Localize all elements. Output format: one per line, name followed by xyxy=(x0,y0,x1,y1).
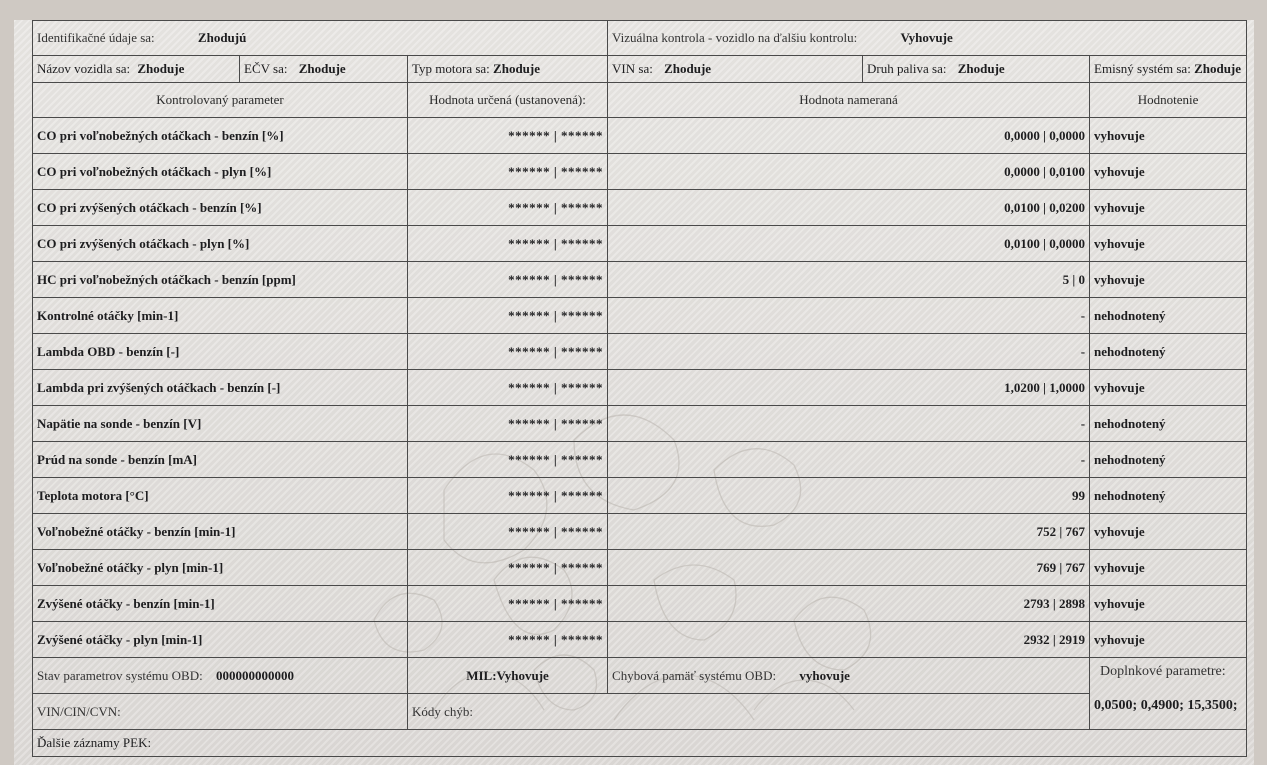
measured-value: 1,0200 | 1,0000 xyxy=(608,370,1090,406)
identification-cell xyxy=(33,21,608,56)
parameter-name: Voľnobežné otáčky - plyn [min-1] xyxy=(33,550,408,586)
evaluation-value: vyhovuje xyxy=(1090,622,1247,658)
determined-value: ****** | ****** xyxy=(408,406,608,442)
measured-value: - xyxy=(608,298,1090,334)
determined-value: ****** | ****** xyxy=(408,118,608,154)
determined-value: ****** | ****** xyxy=(408,298,608,334)
check-engine-type: Typ motora sa: Zhoduje xyxy=(408,56,608,83)
evaluation-value: nehodnotený xyxy=(1090,334,1247,370)
obd-codes-row xyxy=(33,694,1247,730)
identification-value: Zhodujú xyxy=(197,30,247,45)
evaluation-value: nehodnotený xyxy=(1090,406,1247,442)
table-row xyxy=(33,334,1247,370)
measured-value: 0,0100 | 0,0000 xyxy=(608,226,1090,262)
evaluation-value: nehodnotený xyxy=(1090,298,1247,334)
measured-value: 752 | 767 xyxy=(608,514,1090,550)
parameter-name: Teplota motora [°C] xyxy=(33,478,408,514)
measured-value: 769 | 767 xyxy=(608,550,1090,586)
evaluation-value: vyhovuje xyxy=(1090,514,1247,550)
obd-status-row xyxy=(33,658,1247,694)
determined-value: ****** | ****** xyxy=(408,334,608,370)
emission-report-table xyxy=(32,20,1247,757)
error-codes-label: Kódy chýb: xyxy=(408,694,1090,730)
other-records-row xyxy=(33,730,1247,757)
visual-check-label: Vizuálna kontrola - vozidlo na ďalšiu kontrolu: xyxy=(612,30,858,45)
parameter-rows xyxy=(33,118,1247,658)
checks-row xyxy=(33,56,1247,83)
visual-check-value: Vyhovuje xyxy=(900,30,953,45)
vin-cin-cvn-label: VIN/CIN/CVN: xyxy=(33,694,408,730)
additional-params-value: 0,0500; 0,4900; 15,3500; xyxy=(1094,698,1238,713)
check-registration: EČV sa: Zhoduje xyxy=(240,56,408,83)
document-sheet xyxy=(14,20,1254,765)
parameter-name: CO pri voľnobežných otáčkach - plyn [%] xyxy=(33,154,408,190)
table-row xyxy=(33,442,1247,478)
measured-value: 0,0000 | 0,0100 xyxy=(608,154,1090,190)
table-header-row xyxy=(33,83,1247,118)
parameter-name: Lambda pri zvýšených otáčkach - benzín [-] xyxy=(33,370,408,406)
obd-status-label: Stav parametrov systému OBD: xyxy=(37,667,203,683)
other-records-label: Ďalšie záznamy PEK: xyxy=(33,730,1247,757)
measured-value: 2932 | 2919 xyxy=(608,622,1090,658)
parameter-name: Prúd na sonde - benzín [mA] xyxy=(33,442,408,478)
mil-status: MIL:Vyhovuje xyxy=(408,658,608,694)
identification-row xyxy=(33,21,1247,56)
check-vin: VIN sa: Zhoduje xyxy=(608,56,863,83)
parameter-name: Zvýšené otáčky - plyn [min-1] xyxy=(33,622,408,658)
measured-value: 0,0100 | 0,0200 xyxy=(608,190,1090,226)
table-row xyxy=(33,514,1247,550)
determined-value: ****** | ****** xyxy=(408,154,608,190)
evaluation-value: vyhovuje xyxy=(1090,550,1247,586)
measured-value: 99 xyxy=(608,478,1090,514)
measured-value: - xyxy=(608,442,1090,478)
header-measured: Hodnota nameraná xyxy=(608,83,1090,118)
table-row xyxy=(33,190,1247,226)
identification-label: Identifikačné údaje sa: xyxy=(37,30,155,45)
measured-value: 0,0000 | 0,0000 xyxy=(608,118,1090,154)
table-row xyxy=(33,298,1247,334)
determined-value: ****** | ****** xyxy=(408,370,608,406)
evaluation-value: nehodnotený xyxy=(1090,442,1247,478)
obd-status-cell xyxy=(33,658,408,694)
check-emission-system: Emisný systém sa: Zhoduje xyxy=(1090,56,1247,83)
determined-value: ****** | ****** xyxy=(408,226,608,262)
evaluation-value: vyhovuje xyxy=(1090,154,1247,190)
evaluation-value: nehodnotený xyxy=(1090,478,1247,514)
table-row xyxy=(33,118,1247,154)
determined-value: ****** | ****** xyxy=(408,442,608,478)
table-row xyxy=(33,406,1247,442)
determined-value: ****** | ****** xyxy=(408,478,608,514)
table-row xyxy=(33,550,1247,586)
measured-value: 5 | 0 xyxy=(608,262,1090,298)
table-row xyxy=(33,622,1247,658)
table-row xyxy=(33,370,1247,406)
measured-value: - xyxy=(608,334,1090,370)
table-row xyxy=(33,586,1247,622)
evaluation-value: vyhovuje xyxy=(1090,190,1247,226)
obd-status-value: 000000000000 xyxy=(215,667,294,683)
check-fuel-type: Druh paliva sa: Zhoduje xyxy=(863,56,1090,83)
table-row xyxy=(33,262,1247,298)
obd-memory-cell xyxy=(608,658,1090,694)
visual-check-cell xyxy=(608,21,1247,56)
parameter-name: Zvýšené otáčky - benzín [min-1] xyxy=(33,586,408,622)
header-determined: Hodnota určená (ustanovená): xyxy=(408,83,608,118)
additional-params-cell xyxy=(1090,658,1247,730)
parameter-name: CO pri zvýšených otáčkach - plyn [%] xyxy=(33,226,408,262)
obd-memory-value: vyhovuje xyxy=(799,667,850,683)
determined-value: ****** | ****** xyxy=(408,514,608,550)
header-parameter: Kontrolovaný parameter xyxy=(33,83,408,118)
evaluation-value: vyhovuje xyxy=(1090,586,1247,622)
measured-value: 2793 | 2898 xyxy=(608,586,1090,622)
header-evaluation: Hodnotenie xyxy=(1090,83,1247,118)
determined-value: ****** | ****** xyxy=(408,262,608,298)
measured-value: - xyxy=(608,406,1090,442)
evaluation-value: vyhovuje xyxy=(1090,370,1247,406)
parameter-name: CO pri voľnobežných otáčkach - benzín [%] xyxy=(33,118,408,154)
parameter-name: Kontrolné otáčky [min-1] xyxy=(33,298,408,334)
evaluation-value: vyhovuje xyxy=(1090,262,1247,298)
table-row xyxy=(33,478,1247,514)
table-row xyxy=(33,226,1247,262)
evaluation-value: vyhovuje xyxy=(1090,226,1247,262)
parameter-name: HC pri voľnobežných otáčkach - benzín [ppm] xyxy=(33,262,408,298)
parameter-name: Napätie na sonde - benzín [V] xyxy=(33,406,408,442)
determined-value: ****** | ****** xyxy=(408,622,608,658)
parameter-name: Lambda OBD - benzín [-] xyxy=(33,334,408,370)
parameter-name: CO pri zvýšených otáčkach - benzín [%] xyxy=(33,190,408,226)
additional-params-label: Doplnkové parametre: xyxy=(1100,664,1226,679)
obd-memory-label: Chybová pamäť systému OBD: xyxy=(612,667,777,683)
determined-value: ****** | ****** xyxy=(408,190,608,226)
evaluation-value: vyhovuje xyxy=(1090,118,1247,154)
determined-value: ****** | ****** xyxy=(408,550,608,586)
parameter-name: Voľnobežné otáčky - benzín [min-1] xyxy=(33,514,408,550)
table-row xyxy=(33,154,1247,190)
determined-value: ****** | ****** xyxy=(408,586,608,622)
check-vehicle-name: Názov vozidla sa: Zhoduje xyxy=(33,56,240,83)
